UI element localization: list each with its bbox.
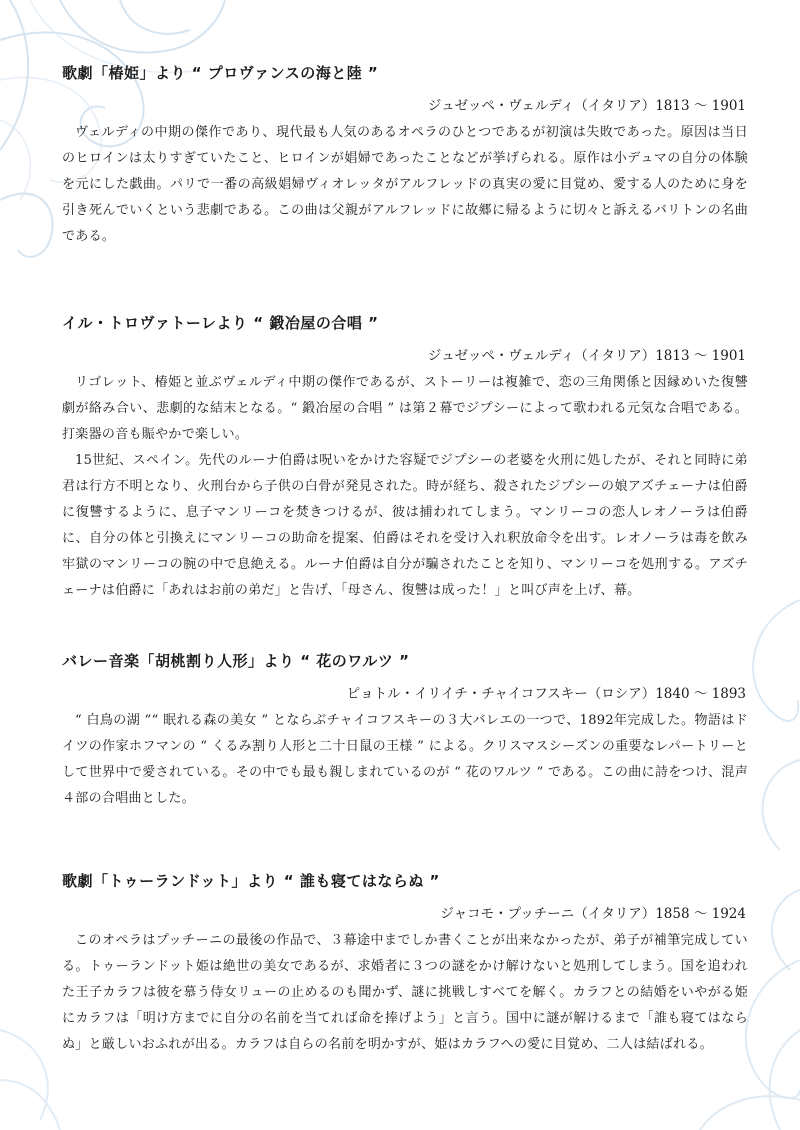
description-paragraph: リゴレット、椿姫と並ぶヴェルディ中期の傑作であるが、ストーリーは複雑で、恋の三角関係と因縁めいた復讐劇が絡み合い、悲劇的な結末となる。“ 鍛冶屋の合唱 ” は第２幕でジプシーによって歌われる元気な合唱である。打楽器の音も賑やかで楽しい。 bbox=[62, 375, 748, 442]
section-turandot bbox=[62, 870, 748, 1058]
composer-credit: ピョトル・イリイチ・チャイコフスキー（ロシア）1840 ～ 1893 bbox=[346, 686, 746, 702]
composer-credit: ジュゼッペ・ヴェルディ（イタリア）1813 ～ 1901 bbox=[427, 98, 746, 114]
description-paragraph: “ 白鳥の湖 ”“ 眠れる森の美女 ” とならぶチャイコフスキーの３大バレエの一つで、1892年完成した。物語はドイツの作家ホフマンの “ くるみ割り人形と二十日鼠の王様 ” による。クリスマスシーズンの重要なレパートリーとして世界中で愛されている。その中でも最も親しまれているのが “ 花のワルツ ” である。この曲に詩をつけ、混声４部の合唱曲とした。 bbox=[62, 713, 748, 806]
section-title: 歌劇「椿姫」より “ プロヴァンスの海と陸 ” bbox=[62, 64, 379, 82]
composer-credit: ジャコモ・プッチーニ（イタリア）1858 ～ 1924 bbox=[440, 906, 746, 922]
section-nutcracker bbox=[62, 650, 748, 812]
section-la-traviata bbox=[62, 62, 748, 250]
description-paragraph: ヴェルディの中期の傑作であり、現代最も人気のあるオペラのひとつであるが初演は失敗であった。原因は当日のヒロインは太りすぎていたこと、ヒロインが娼婦であったことなどが挙げられる。原作は小デュマの自分の体験を元にした戯曲。パリで一番の高級娼婦ヴィオレッタがアルフレッドの真実の愛に目覚め、愛する人のために身を引き死んでいくという悲劇である。この曲は父親がアルフレッドに故郷に帰るように切々と訴えるバリトンの名曲である。 bbox=[62, 125, 748, 244]
section-title: イル・トロヴァトーレより “ 鍛冶屋の合唱 ” bbox=[62, 314, 379, 332]
section-il-trovatore bbox=[62, 312, 748, 604]
composer-credit: ジュゼッペ・ヴェルディ（イタリア）1813 ～ 1901 bbox=[427, 348, 746, 364]
section-title: バレー音楽「胡桃割り人形」より “ 花のワルツ ” bbox=[62, 652, 410, 670]
section-title: 歌劇「トゥーランドット」より “ 誰も寝てはならぬ ” bbox=[62, 872, 440, 890]
synopsis-paragraph: 15世紀、スペイン。先代のルーナ伯爵は呪いをかけた容疑でジプシーの老婆を火刑に処したが、それと同時に弟君は行方不明となり、火刑台から子供の白骨が発見された。時が経ち、殺されたジプシーの娘アズチェーナは伯爵に復讐するように、息子マンリーコを焚きつけるが、彼は捕われてしまう。マンリーコの恋人レオノーラは伯爵に、自分の体と引換えにマンリーコの助命を提案、伯爵はそれを受け入れ釈放命令を出す。レオノーラは毒を飲み牢獄のマンリーコの腕の中で息絶える。ルーナ伯爵は自分が騙されたことを知り、マンリーコを処刑する。アズチェーナは伯爵に「あれはお前の弟だ」と告げ、「母さん、復讐は成った！」と叫び声を上げ、幕。 bbox=[62, 453, 748, 598]
description-paragraph: このオペラはプッチーニの最後の作品で、３幕途中までしか書くことが出来なかったが、弟子が補筆完成している。トゥーランドット姫は絶世の美女であるが、求婚者に３つの謎をかけ解けないと処刑してしまう。国を追われた王子カラフは彼を慕う侍女リューの止めるのも聞かず、謎に挑戦しすべてを解く。カラフとの結婚をいやがる姫にカラフは「明け方までに自分の名前を当てれば命を捧げよう」と言う。国中に謎が解けるまで「誰も寝てはならぬ」と厳しいおふれが出る。カラフは自らの名前を明かすが、姫はカラフへの愛に目覚め、二人は結ばれる。 bbox=[62, 933, 748, 1052]
